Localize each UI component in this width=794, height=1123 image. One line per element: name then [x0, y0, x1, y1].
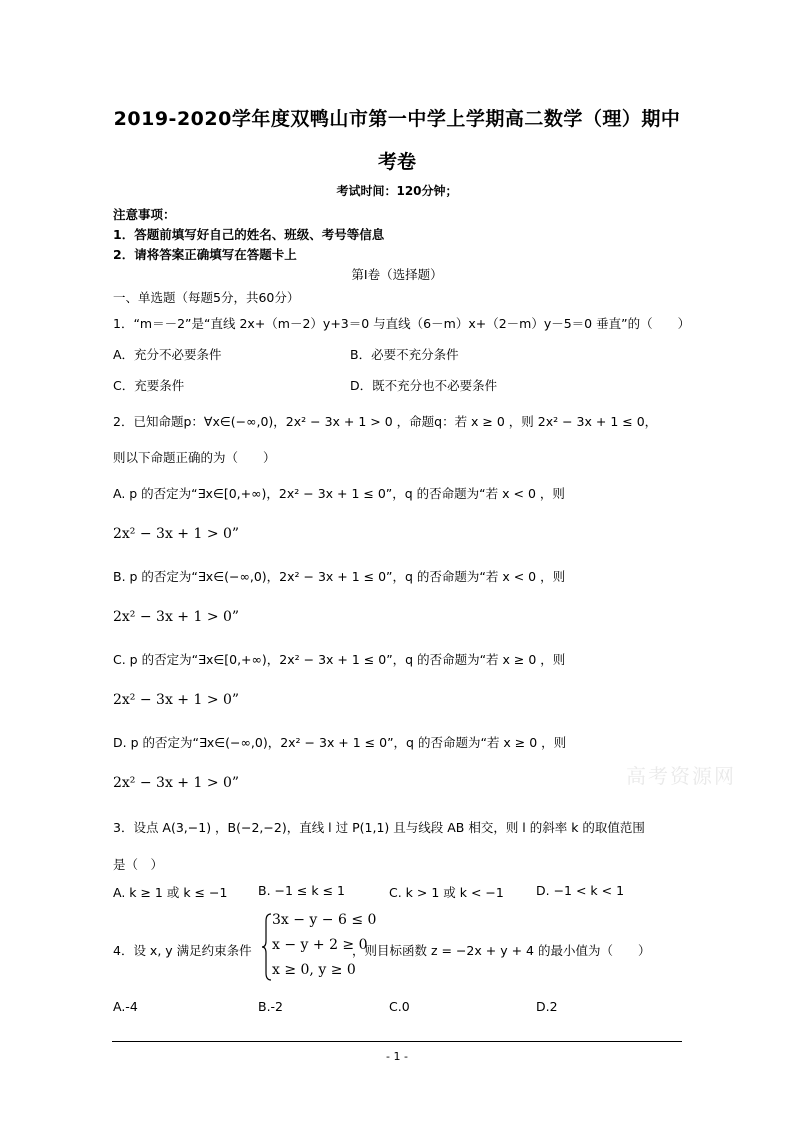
q4-option-c: C.0 — [389, 999, 410, 1014]
notes-heading: 注意事项： — [113, 207, 176, 222]
q2-option-a-line2: 2x² − 3x + 1 > 0” — [113, 526, 240, 542]
q4-option-b: B.-2 — [258, 999, 284, 1014]
q4-constraint-2: x − y + 2 ≥ 0 — [272, 937, 368, 953]
notes-item-1: 1．答题前填写好自己的姓名、班级、考号等信息 — [113, 227, 385, 242]
q2-option-c-line1: C. p 的否定为“∃x∈[0,+∞)，2x² − 3x + 1 ≤ 0”，q 的否命题为“若 x ≥ 0 ，则 — [113, 652, 566, 667]
q1-option-b: B．必要不充分条件 — [350, 347, 459, 362]
q2-stem-line1: 2．已知命题p：∀x∈(−∞,0)，2x² − 3x + 1 > 0 ，命题q：若 x ≥ 0 ，则 2x² − 3x + 1 ≤ 0， — [113, 414, 658, 429]
exam-title-line1: 2019-2020学年度双鸭山市第一中学上学期高二数学（理）期中 — [113, 108, 681, 130]
q4-constraint-1: 3x − y − 6 ≤ 0 — [272, 912, 377, 928]
q3-option-a: A. k ≥ 1 或 k ≤ −1 — [113, 885, 228, 900]
q1-option-a: A．充分不必要条件 — [113, 347, 222, 362]
q2-option-d-line2: 2x² − 3x + 1 > 0” — [113, 775, 240, 791]
q2-option-a-line1: A. p 的否定为“∃x∈[0,+∞)，2x² − 3x + 1 ≤ 0”，q 的否命题为“若 x < 0 ，则 — [113, 486, 565, 501]
q3-stem-line1: 3．设点 A(3,−1) ，B(−2,−2)，直线 l 过 P(1,1) 且与线段 AB 相交，则 l 的斜率 k 的取值范围 — [113, 820, 645, 835]
section-heading: 第Ⅰ卷（选择题） — [351, 267, 443, 282]
q2-option-c-line2: 2x² − 3x + 1 > 0” — [113, 692, 240, 708]
q1-option-c: C．充要条件 — [113, 378, 185, 393]
page-number: - 1 - — [386, 1050, 408, 1063]
q4-constraint-3: x ≥ 0, y ≥ 0 — [272, 962, 356, 978]
q3-option-b: B. −1 ≤ k ≤ 1 — [258, 883, 345, 898]
notes-item-2: 2．请将答案正确填写在答题卡上 — [113, 247, 297, 262]
q2-stem-line2: 则以下命题正确的为（ ） — [113, 450, 276, 465]
q2-option-d-line1: D. p 的否定为“∃x∈(−∞,0)，2x² − 3x + 1 ≤ 0”，q 的否命题为“若 x ≥ 0 ，则 — [113, 735, 567, 750]
q1-stem: 1．“m＝－2”是“直线 2x+（m－2）y+3＝0 与直线（6－m）x+（2－m）y－5＝0 垂直”的（ ） — [113, 316, 691, 331]
q4-stem-left: 4．设 x, y 满足约束条件 — [113, 943, 252, 958]
q1-option-d: D．既不充分也不必要条件 — [350, 378, 498, 393]
watermark: 高考资源网 — [626, 764, 736, 788]
q3-option-c: C. k > 1 或 k < −1 — [389, 885, 504, 900]
q3-stem-line2: 是（ ） — [113, 857, 164, 872]
q4-stem-right: ，则目标函数 z = −2x + y + 4 的最小值为（ ） — [352, 943, 651, 958]
exam-title-line2: 考卷 — [377, 151, 416, 173]
q2-option-b-line1: B. p 的否定为“∃x∈(−∞,0)，2x² − 3x + 1 ≤ 0”，q 的否命题为“若 x < 0 ，则 — [113, 569, 566, 584]
exam-time: 考试时间：120分钟； — [336, 184, 458, 198]
constraint-brace-icon — [262, 913, 272, 981]
q4-option-a: A.-4 — [113, 999, 138, 1014]
q4-option-d: D.2 — [536, 999, 558, 1014]
part-heading: 一、单选题（每题5分，共60分） — [113, 290, 300, 305]
q3-option-d: D. −1 < k < 1 — [536, 883, 625, 898]
footer-rule — [112, 1041, 682, 1042]
q2-option-b-line2: 2x² − 3x + 1 > 0” — [113, 609, 240, 625]
